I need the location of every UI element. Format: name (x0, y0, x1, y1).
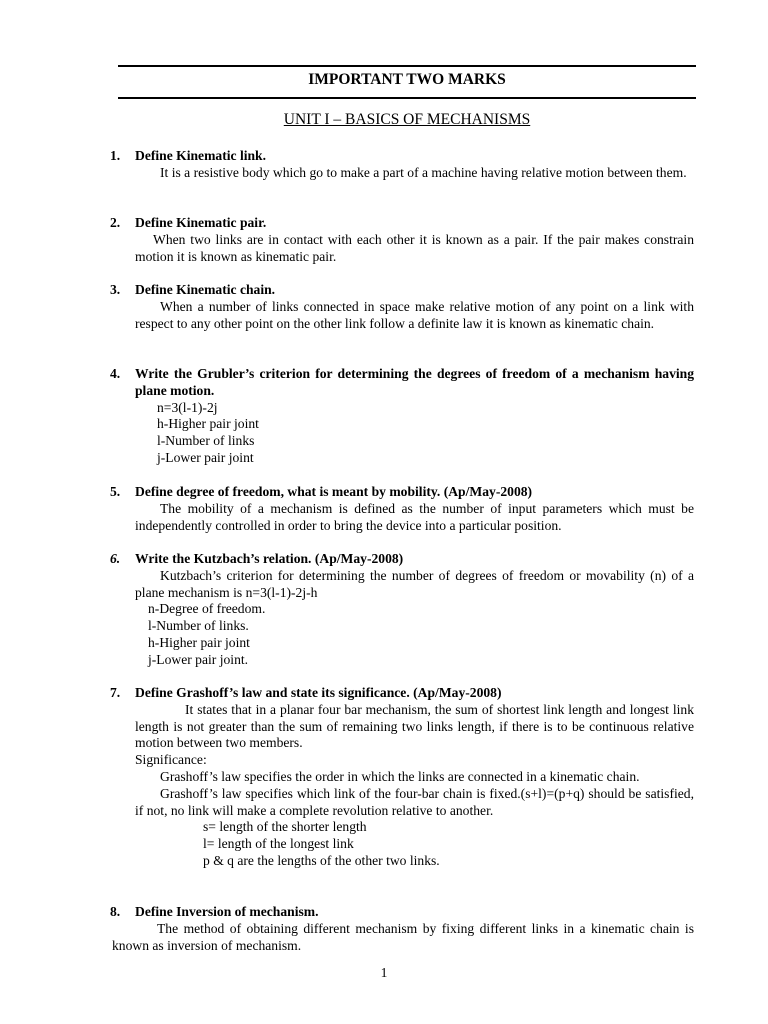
question-heading: Define degree of freedom, what is meant by mobility. (Ap/May-2008) (135, 484, 533, 499)
significance-text: Grashoff’s law specifies which link of the four-bar chain is fixed.(s+l)=(p+q) should be satisfied, if not, no link will make a complete revolution relative to another. (135, 785, 694, 818)
answer-text: Kutzbach’s criterion for determining the number of degrees of freedom or movability (n) of a plane mechanism is n=3(l-1)-2j-h (135, 567, 694, 600)
question-3 (110, 282, 694, 332)
formula-line: p & q are the lengths of the other two links. (203, 852, 440, 868)
question-8 (110, 904, 694, 954)
formula-line: l-Number of links (157, 433, 255, 449)
formula-line: h-Higher pair joint (157, 416, 259, 432)
question-4 (110, 366, 694, 467)
question-7 (110, 685, 694, 870)
answer-text: It is a resistive body which go to make a part of a machine having relative motion between them. (160, 164, 687, 180)
question-number: 3. (110, 282, 121, 297)
question-6 (110, 551, 694, 669)
formula-line: j-Lower pair joint. (148, 651, 249, 667)
question-5 (110, 484, 694, 534)
question-number: 7. (110, 685, 121, 700)
answer-text: The method of obtaining different mechanism by fixing different links in a kinematic chain is known as inversion of mechanism. (112, 920, 694, 953)
formula-line: l= length of the longest link (203, 836, 354, 852)
question-number: 4. (110, 366, 121, 381)
formula-line: s= length of the shorter length (203, 819, 367, 835)
question-number: 2. (110, 215, 121, 230)
question-number: 8. (110, 904, 121, 919)
question-heading: Define Kinematic pair. (135, 215, 267, 230)
question-heading: Define Kinematic link. (135, 148, 267, 163)
formula-line: n=3(l-1)-2j (157, 399, 218, 415)
question-heading: Define Grashoff’s law and state its significance. (Ap/May-2008) (135, 685, 502, 700)
unit-heading: UNIT I – BASICS OF MECHANISMS (283, 111, 531, 128)
answer-text: The mobility of a mechanism is defined as the number of input parameters which must be independently controlled in order to bring the device into a particular position. (135, 500, 694, 533)
question-heading: Define Kinematic chain. (135, 282, 276, 297)
question-heading: Write the Grubler’s criterion for determining the degrees of freedom of a mechanism having plane motion. (135, 366, 694, 398)
question-heading: Define Inversion of mechanism. (135, 904, 319, 919)
significance-text: Grashoff’s law specifies the order in which the links are connected in a kinematic chain. (160, 768, 640, 784)
question-1 (110, 148, 694, 182)
formula-line: h-Higher pair joint (148, 634, 250, 650)
title-rule (118, 97, 696, 99)
answer-text: When two links are in contact with each other it is known as a pair. If the pair makes constrain motion it is known as kinematic pair. (135, 231, 694, 264)
formula-line: j-Lower pair joint (157, 449, 254, 465)
answer-text: It states that in a planar four bar mechanism, the sum of shortest link length and longest link length is not greater than the sum of remaining two links length, if there is to be continuous relative motion between two members. (135, 701, 694, 751)
page-title: IMPORTANT TWO MARKS (308, 71, 506, 88)
question-number: 6. (110, 551, 121, 566)
question-heading: Write the Kutzbach’s relation. (Ap/May-2008) (135, 551, 404, 566)
significance-label: Significance: (135, 752, 207, 768)
question-number: 5. (110, 484, 121, 499)
formula-line: n-Degree of freedom. (148, 601, 266, 617)
formula-line: l-Number of links. (148, 618, 249, 634)
question-2 (110, 215, 694, 265)
top-rule (118, 65, 696, 67)
answer-text: When a number of links connected in space make relative motion of any point on a link with respect to any other point on the other link follow a definite law it is known as kinematic chain. (135, 298, 694, 331)
page-number: 1 (380, 965, 388, 980)
question-number: 1. (110, 148, 121, 163)
